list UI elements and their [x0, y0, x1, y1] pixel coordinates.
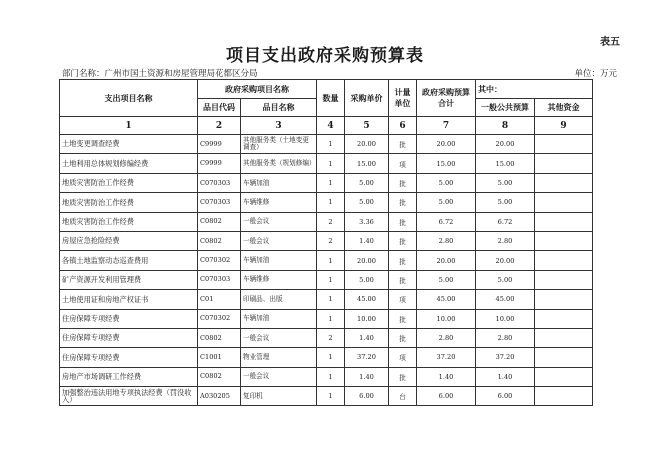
measure-unit-cell: 台	[389, 387, 417, 406]
unit-price-cell: 1.40	[345, 231, 389, 250]
quantity-cell: 1	[317, 290, 345, 309]
table-row	[60, 231, 593, 250]
header-procurement-item: 政府采购项目名称	[198, 80, 317, 99]
header-of-which: 其中：	[476, 80, 593, 99]
item-name-cell: 车辆加油	[241, 251, 317, 270]
general-budget-cell: 2.80	[476, 328, 535, 347]
table-row	[60, 367, 593, 386]
header-general-budget: 一般公共预算	[476, 99, 535, 117]
other-funds-cell	[535, 251, 593, 270]
unit-price-cell: 5.00	[345, 270, 389, 289]
general-budget-cell: 2.80	[476, 231, 535, 250]
unit-price-cell: 1.40	[345, 367, 389, 386]
measure-unit-cell: 批	[389, 328, 417, 347]
unit-price-cell: 20.00	[345, 135, 389, 154]
item-name-cell: 其他服务类（规划修编）	[241, 154, 317, 173]
table-row	[60, 270, 593, 289]
total-cell: 45.00	[417, 290, 476, 309]
total-cell: 5.00	[417, 193, 476, 212]
header-item-code: 品目代码	[198, 99, 241, 117]
project-name-cell: 地质灾害防治工作经费	[60, 173, 198, 192]
item-name-cell: 物业管理	[241, 348, 317, 367]
unit-price-cell: 6.00	[345, 387, 389, 406]
measure-unit-cell: 项	[389, 154, 417, 173]
quantity-cell: 1	[317, 154, 345, 173]
general-budget-cell: 6.72	[476, 212, 535, 231]
item-name-cell: 一般会议	[241, 328, 317, 347]
quantity-cell: 2	[317, 212, 345, 231]
header-measure-unit: 计量单位	[389, 80, 417, 117]
unit-price-cell: 15.00	[345, 154, 389, 173]
column-number: 1	[60, 117, 198, 135]
measure-unit-cell: 批	[389, 309, 417, 328]
unit-price-cell: 1.40	[345, 328, 389, 347]
total-cell: 5.00	[417, 270, 476, 289]
column-number: 2	[198, 117, 241, 135]
table-row	[60, 212, 593, 231]
project-name-cell: 各镇土地监察动态巡查费用	[60, 251, 198, 270]
quantity-cell: 1	[317, 173, 345, 192]
quantity-cell: 1	[317, 251, 345, 270]
project-name-cell: 房地产市场调研工作经费	[60, 367, 198, 386]
project-name-cell: 房屋应急抢险经费	[60, 231, 198, 250]
general-budget-cell: 37.20	[476, 348, 535, 367]
general-budget-cell: 5.00	[476, 270, 535, 289]
total-cell: 6.72	[417, 212, 476, 231]
quantity-cell: 2	[317, 231, 345, 250]
project-name-cell: 加强整治违法用地专项执法经费（罚没收入）	[60, 387, 198, 406]
measure-unit-cell: 批	[389, 173, 417, 192]
project-name-cell: 住房保障专项经费	[60, 328, 198, 347]
other-funds-cell	[535, 290, 593, 309]
unit-price-cell: 37.20	[345, 348, 389, 367]
general-budget-cell: 20.00	[476, 135, 535, 154]
header-item-name: 品目名称	[241, 99, 317, 117]
unit-price-cell: 3.36	[345, 212, 389, 231]
table-row	[60, 173, 593, 192]
item-name-cell: 其他服务类（土地变更调查）	[241, 135, 317, 154]
item-code-cell: C0802	[198, 231, 241, 250]
quantity-cell: 1	[317, 135, 345, 154]
total-cell: 1.40	[417, 367, 476, 386]
other-funds-cell	[535, 387, 593, 406]
total-cell: 6.00	[417, 387, 476, 406]
project-name-cell: 住房保障专项经费	[60, 309, 198, 328]
item-name-cell: 一般会议	[241, 231, 317, 250]
column-number: 9	[535, 117, 593, 135]
item-code-cell: C0802	[198, 212, 241, 231]
item-code-cell: C1001	[198, 348, 241, 367]
total-cell: 15.00	[417, 154, 476, 173]
other-funds-cell	[535, 348, 593, 367]
unit-price-cell: 5.00	[345, 173, 389, 192]
item-name-cell: 车辆维修	[241, 193, 317, 212]
item-code-cell: C070303	[198, 173, 241, 192]
table-row	[60, 251, 593, 270]
unit-price-cell: 20.00	[345, 251, 389, 270]
measure-unit-cell: 批	[389, 231, 417, 250]
item-code-cell: C070303	[198, 193, 241, 212]
column-number: 8	[476, 117, 535, 135]
column-number-row	[60, 117, 593, 135]
measure-unit-cell: 批	[389, 193, 417, 212]
item-name-cell: 印刷品、出版	[241, 290, 317, 309]
quantity-cell: 1	[317, 309, 345, 328]
project-name-cell: 土地使用证和房地产权证书	[60, 290, 198, 309]
general-budget-cell: 45.00	[476, 290, 535, 309]
quantity-cell: 1	[317, 270, 345, 289]
quantity-cell: 1	[317, 348, 345, 367]
unit-label: 单位：万元	[574, 69, 617, 79]
item-name-cell: 一般会议	[241, 212, 317, 231]
table-row	[60, 309, 593, 328]
quantity-cell: 1	[317, 367, 345, 386]
project-name-cell: 土地变更调查经费	[60, 135, 198, 154]
general-budget-cell: 15.00	[476, 154, 535, 173]
column-number: 6	[389, 117, 417, 135]
table-row	[60, 387, 593, 406]
measure-unit-cell: 批	[389, 212, 417, 231]
page-title: 项目支出政府采购预算表	[226, 46, 424, 66]
quantity-cell: 1	[317, 387, 345, 406]
header-total: 政府采购预算合计	[417, 80, 476, 117]
measure-unit-cell: 批	[389, 135, 417, 154]
measure-unit-cell: 项	[389, 348, 417, 367]
table-row	[60, 348, 593, 367]
item-code-cell: C070302	[198, 309, 241, 328]
item-name-cell: 车辆加油	[241, 173, 317, 192]
item-code-cell: C0802	[198, 328, 241, 347]
total-cell: 37.20	[417, 348, 476, 367]
other-funds-cell	[535, 193, 593, 212]
other-funds-cell	[535, 135, 593, 154]
project-name-cell: 地质灾害防治工作经费	[60, 193, 198, 212]
column-number: 3	[241, 117, 317, 135]
header-project: 支出项目名称	[60, 80, 198, 117]
budget-table	[59, 79, 593, 406]
general-budget-cell: 1.40	[476, 367, 535, 386]
item-name-cell: 复印机	[241, 387, 317, 406]
project-name-cell: 住房保障专项经费	[60, 348, 198, 367]
other-funds-cell	[535, 231, 593, 250]
other-funds-cell	[535, 154, 593, 173]
department-name: 部门名称：广州市国土资源和房屋管理局花都区分局	[62, 69, 258, 79]
item-code-cell: C9999	[198, 154, 241, 173]
column-number: 7	[417, 117, 476, 135]
table-row	[60, 328, 593, 347]
table-row	[60, 193, 593, 212]
item-code-cell: C01	[198, 290, 241, 309]
project-name-cell: 矿产资源开发利用管理费	[60, 270, 198, 289]
table-row	[60, 290, 593, 309]
quantity-cell: 2	[317, 328, 345, 347]
other-funds-cell	[535, 173, 593, 192]
item-code-cell: C9999	[198, 135, 241, 154]
item-name-cell: 车辆维修	[241, 270, 317, 289]
header-quantity: 数量	[317, 80, 345, 117]
other-funds-cell	[535, 309, 593, 328]
unit-price-cell: 10.00	[345, 309, 389, 328]
total-cell: 2.80	[417, 231, 476, 250]
total-cell: 5.00	[417, 173, 476, 192]
other-funds-cell	[535, 212, 593, 231]
column-number: 5	[345, 117, 389, 135]
total-cell: 20.00	[417, 135, 476, 154]
general-budget-cell: 6.00	[476, 387, 535, 406]
general-budget-cell: 5.00	[476, 173, 535, 192]
measure-unit-cell: 批	[389, 251, 417, 270]
unit-price-cell: 45.00	[345, 290, 389, 309]
item-name-cell: 一般会议	[241, 367, 317, 386]
item-code-cell: C0802	[198, 367, 241, 386]
table-row	[60, 135, 593, 154]
general-budget-cell: 10.00	[476, 309, 535, 328]
project-name-cell: 土地利用总体规划修编经费	[60, 154, 198, 173]
total-cell: 10.00	[417, 309, 476, 328]
header-unit-price: 采购单价	[345, 80, 389, 117]
measure-unit-cell: 批	[389, 367, 417, 386]
total-cell: 2.80	[417, 328, 476, 347]
unit-price-cell: 5.00	[345, 193, 389, 212]
item-code-cell: C070303	[198, 270, 241, 289]
table-row	[60, 154, 593, 173]
column-number: 4	[317, 117, 345, 135]
other-funds-cell	[535, 367, 593, 386]
project-name-cell: 地质灾害防治工作经费	[60, 212, 198, 231]
item-code-cell: C070302	[198, 251, 241, 270]
general-budget-cell: 5.00	[476, 193, 535, 212]
measure-unit-cell: 项	[389, 290, 417, 309]
measure-unit-cell: 批	[389, 270, 417, 289]
item-name-cell: 车辆加油	[241, 309, 317, 328]
quantity-cell: 1	[317, 193, 345, 212]
other-funds-cell	[535, 270, 593, 289]
table-number: 表五	[600, 37, 620, 48]
general-budget-cell: 20.00	[476, 251, 535, 270]
total-cell: 20.00	[417, 251, 476, 270]
item-code-cell: A030205	[198, 387, 241, 406]
header-other-funds: 其他资金	[535, 99, 593, 117]
other-funds-cell	[535, 328, 593, 347]
